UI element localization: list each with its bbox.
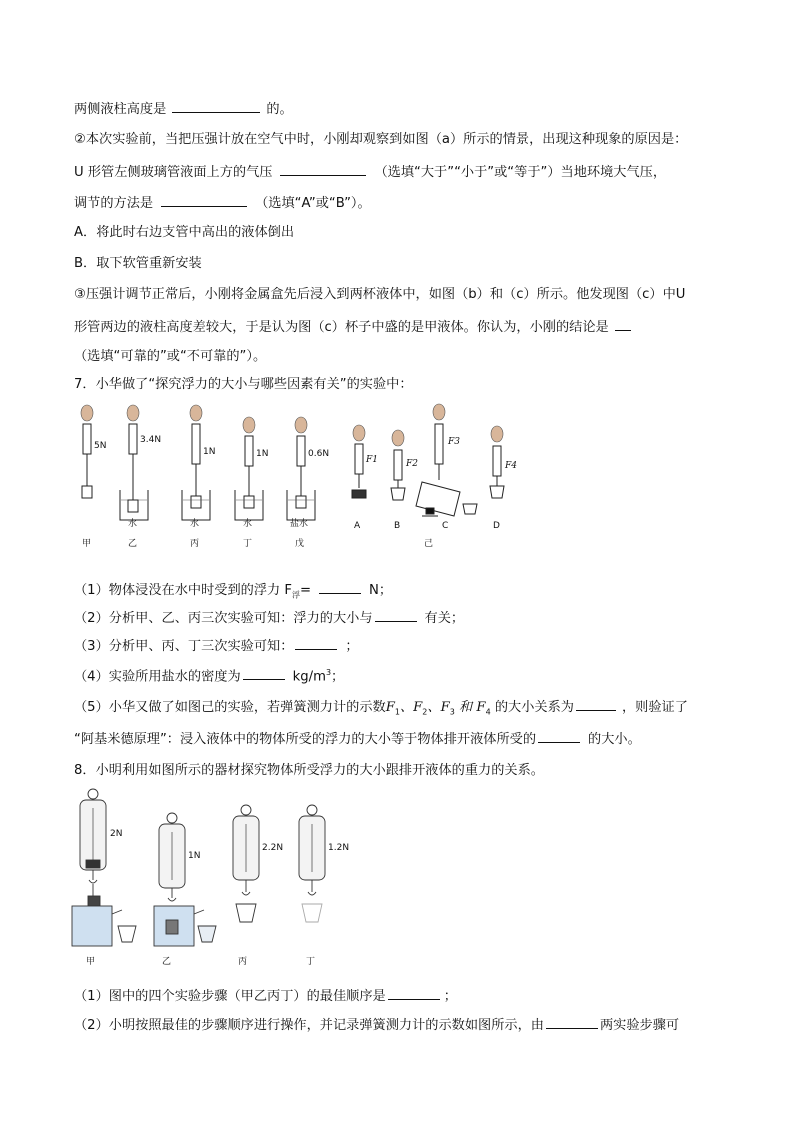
answer-blank[interactable] [295, 636, 337, 650]
text: 2 [422, 707, 428, 717]
text: 的大小。 [588, 732, 641, 747]
letter-label: B [394, 521, 401, 531]
answer-blank[interactable] [615, 317, 631, 331]
spring-scale [355, 444, 363, 474]
text: 的。 [266, 102, 293, 117]
answer-blank[interactable] [546, 1015, 598, 1029]
text: （1）图中的四个实验步骤（甲乙丙丁）的最佳顺序是 [74, 989, 386, 1004]
option-a [74, 224, 294, 242]
object-block [352, 490, 366, 498]
text: 、F [399, 700, 423, 715]
object-block [128, 500, 138, 512]
text-line [74, 286, 685, 304]
small-bucket [302, 904, 322, 922]
text: ③压强计调节正常后，小刚将金属盒先后浸入到两杯液体中，如图（b）和（c）所示。他发现图（c）中U [74, 287, 686, 302]
spring-scale [435, 424, 443, 464]
text: = [299, 583, 312, 598]
object-block [166, 920, 178, 934]
group-label: 丁 [243, 539, 253, 549]
group-label: 乙 [162, 957, 172, 967]
option-b [74, 255, 202, 273]
text-line [74, 162, 666, 182]
text: （4）实验所用盐水的密度为 [74, 669, 241, 685]
text: ，则验证了 [621, 700, 688, 715]
text: （选填“大于”“小于”或“等于”）当地环境大气压， [374, 165, 667, 180]
text: 1 [394, 707, 400, 717]
group-label: 丙 [238, 957, 248, 967]
spring-scale [129, 424, 137, 454]
group-label: 丁 [306, 957, 316, 967]
text: A．将此时右边支管中高出的液体倒出 [74, 225, 295, 240]
text: （选填“可靠的”或“不可靠的”）。 [74, 349, 267, 364]
question-8-stem [74, 762, 544, 780]
reading-label: 1.2N [328, 843, 350, 853]
force-label: F4 [505, 461, 517, 471]
overflow-vessel [416, 482, 460, 516]
group-label: 丙 [190, 539, 200, 549]
text: F [385, 700, 395, 715]
text-line [74, 317, 631, 337]
answer-blank[interactable] [388, 986, 440, 1000]
q7-sub-5 [74, 697, 688, 722]
reading-label: 5N [94, 441, 107, 451]
text: kg/m [292, 669, 326, 685]
hook-ring-icon [241, 805, 251, 815]
text: （选填“A”或“B”）。 [255, 196, 371, 211]
q7-sub-5-cont [74, 729, 641, 749]
answer-blank[interactable] [538, 729, 580, 743]
spring-scale [83, 424, 91, 454]
spring-scale [394, 450, 402, 480]
spring-scale [192, 424, 200, 464]
reading-label: 2.2N [262, 843, 284, 853]
liquid-label: 水 [243, 519, 253, 529]
text: U 形管左侧玻璃管液面上方的气压 [74, 165, 273, 180]
hook-ring-icon [307, 805, 317, 815]
letter-label: C [442, 521, 449, 531]
text: 形管两边的液柱高度差较大，于是认为图（c）杯子中盛的是甲液体。你认为，小刚的结论是 [74, 320, 609, 335]
text: 的大小关系为 [490, 700, 574, 715]
liquid-label: 水 [128, 519, 138, 529]
text: 3 [325, 668, 332, 677]
group-label: 甲 [86, 957, 96, 967]
text: 和 F [454, 700, 486, 715]
text: （2）小明按照最佳的步骤顺序进行操作，并记录弹簧测力计的示数如图所示，由 [74, 1018, 544, 1033]
text: （2）分析甲、乙、丙三次实验可知：浮力的大小与 [74, 611, 373, 626]
text-line [74, 99, 293, 119]
text: “阿基米德原理”：浸入液体中的物体所受的浮力的大小等于物体排开液体所受的 [74, 732, 537, 747]
reading-label: 1N [203, 447, 216, 457]
spring-scale [297, 436, 305, 466]
group-label: 戊 [295, 539, 305, 549]
overflow-can [72, 906, 112, 946]
hook-ring-icon [88, 789, 98, 799]
small-bucket [118, 926, 136, 942]
q7-figure [70, 400, 550, 550]
answer-blank[interactable] [319, 580, 361, 594]
force-label: F1 [366, 455, 378, 465]
text: 、F [427, 700, 450, 715]
reading-label: 0.6N [308, 449, 330, 459]
answer-blank[interactable] [576, 697, 616, 711]
text: 7．小华做了“探究浮力的大小与哪些因素有关”的实验中： [74, 377, 413, 392]
support-block [426, 508, 434, 514]
text: （3）分析甲、丙、丁三次实验可知： [74, 639, 294, 654]
text: ； [331, 669, 345, 685]
spring-scale [245, 436, 253, 466]
small-bucket [391, 488, 405, 500]
text: 4 [485, 707, 491, 717]
q7-sub-3 [74, 636, 359, 656]
force-label: F2 [406, 459, 418, 469]
text: ； [345, 639, 359, 654]
question-7-stem [74, 376, 413, 394]
text-line [74, 348, 266, 366]
spring-scale [493, 446, 501, 476]
text-line [74, 193, 371, 213]
text: （1）物体浸没在水中时受到的浮力 F [74, 583, 292, 598]
force-label: F3 [448, 437, 460, 447]
text: 有关； [424, 611, 465, 626]
q7-sub-4 [74, 664, 344, 686]
beaker [120, 490, 148, 520]
object-block [191, 496, 201, 508]
answer-blank[interactable] [280, 162, 366, 176]
letter-label: D [493, 521, 500, 531]
letter-label: A [354, 521, 361, 531]
text: （5）小华又做了如图己的实验，若弹簧测力计的示数 [74, 700, 386, 715]
q8-sub-2 [74, 1015, 679, 1035]
text: N； [369, 583, 393, 598]
object-block [244, 496, 254, 508]
small-bucket [198, 926, 216, 942]
answer-blank[interactable] [243, 666, 285, 680]
reading-label: 3.4N [140, 435, 162, 445]
liquid-label: 水 [190, 519, 200, 529]
small-bucket [236, 904, 256, 922]
reading-label: 1N [188, 851, 201, 861]
text: 浮 [291, 590, 300, 600]
q8-sub-1 [74, 986, 457, 1006]
text: 两侧液柱高度是 [74, 102, 167, 117]
q7-sub-1 [74, 580, 392, 605]
q8-figure [70, 788, 380, 970]
text-line [74, 131, 687, 149]
q7-sub-2 [74, 608, 464, 628]
group-label: 己 [424, 539, 434, 549]
text: B．取下软管重新安装 [74, 256, 202, 271]
text: 两实验步骤可 [599, 1018, 680, 1033]
text: 8．小明利用如图所示的器材探究物体所受浮力的大小跟排开液体的重力的关系。 [74, 763, 544, 778]
reading-label: 1N [256, 449, 269, 459]
text: ②本次实验前，当把压强计放在空气中时，小刚却观察到如图（a）所示的情景，出现这种现象的原因是： [74, 132, 688, 147]
liquid-label: 盐水 [290, 519, 309, 529]
group-label: 乙 [128, 539, 138, 549]
small-bucket [463, 504, 477, 514]
text: 调节的方法是 [74, 196, 154, 211]
object-block [296, 496, 306, 508]
small-bucket [490, 486, 504, 498]
answer-blank[interactable] [375, 608, 417, 622]
text: ； [443, 989, 457, 1004]
object-block [82, 486, 92, 498]
group-label: 甲 [82, 539, 92, 549]
text: 3 [449, 707, 455, 717]
answer-blank[interactable] [161, 193, 247, 207]
reading-label: 2N [110, 829, 123, 839]
hook-ring-icon [167, 813, 177, 823]
answer-blank[interactable] [172, 99, 260, 113]
